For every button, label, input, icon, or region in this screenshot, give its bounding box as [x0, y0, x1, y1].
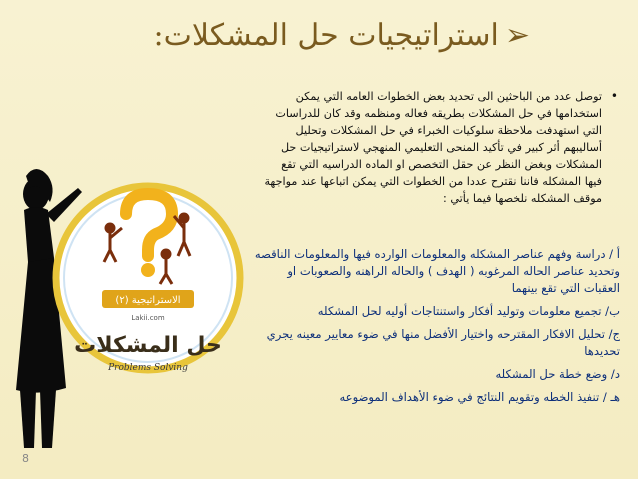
step-key: هـ /	[602, 390, 620, 404]
step-item	[248, 366, 620, 383]
step-text: وضع خطة حل المشكله	[495, 367, 608, 381]
step-text: تجميع معلومات وتوليد أفكار واستنتاجات أوليه لحل المشكله	[317, 304, 602, 318]
steps-list	[248, 246, 620, 412]
step-key: ب/	[605, 304, 620, 318]
strategy-badge-text: الاستراتيجية (٢)	[115, 295, 181, 306]
step-key: ج/	[608, 327, 620, 341]
step-item	[248, 246, 620, 297]
step-item	[248, 326, 620, 360]
slide-title	[153, 18, 530, 53]
problem-solving-illustration	[6, 158, 246, 458]
step-item	[248, 389, 620, 406]
step-text: تنفيذ الخطه وتقويم النتائج في ضوء الأهداف الموضوعه	[339, 390, 600, 404]
arrow-bullet-icon: ➢	[504, 18, 530, 53]
logo-text: حل المشكلات	[74, 333, 222, 358]
intro-text: توصل عدد من الباحثين الى تحديد بعض الخطوات العامه التي يمكن استخدامها في حل المشكلات بطريقه فعاله ومنظمه وقد كان للدراسات التي استهدفت ملاحظة سلوكيات الخبراء في حل المشكلات وتحليل أساليبهم أثر كبير في تأكيد المنحى التعليمي المنهجي لاستراتيجيات حل المشكلات وبغض النظر عن حقل التخصص او الماده الدراسيه التي تقع فيها المشكله فاننا نقترح عددا من الخطوات التي يمكن اتباعها عند مواجهة موقف المشكله نلخصها فيما يأتي :	[264, 90, 602, 205]
step-key: أ /	[609, 247, 620, 261]
site-text: Lakii.com	[131, 314, 165, 322]
step-text: دراسة وفهم عناصر المشكله والمعلومات الوارده فيها والمعلومات الناقصه وتحديد عناصر الحاله المرغوبه ( الهدف ) والحاله الراهنه والصعوبات او العقبات التي تقع بينهما	[254, 247, 620, 295]
intro-paragraph	[262, 88, 618, 207]
page-number: 8	[22, 452, 29, 465]
step-key: د/	[610, 367, 620, 381]
logo-subtitle: Problems Solving	[108, 363, 188, 373]
bullet-dot-icon: •	[610, 89, 618, 103]
step-item	[248, 303, 620, 320]
slide-title-text: استراتيجيات حل المشكلات:	[153, 18, 499, 53]
step-text: تحليل الافكار المقترحه واختيار الأفضل منها في ضوء معايير معينه يجري تحديدها	[266, 327, 620, 358]
